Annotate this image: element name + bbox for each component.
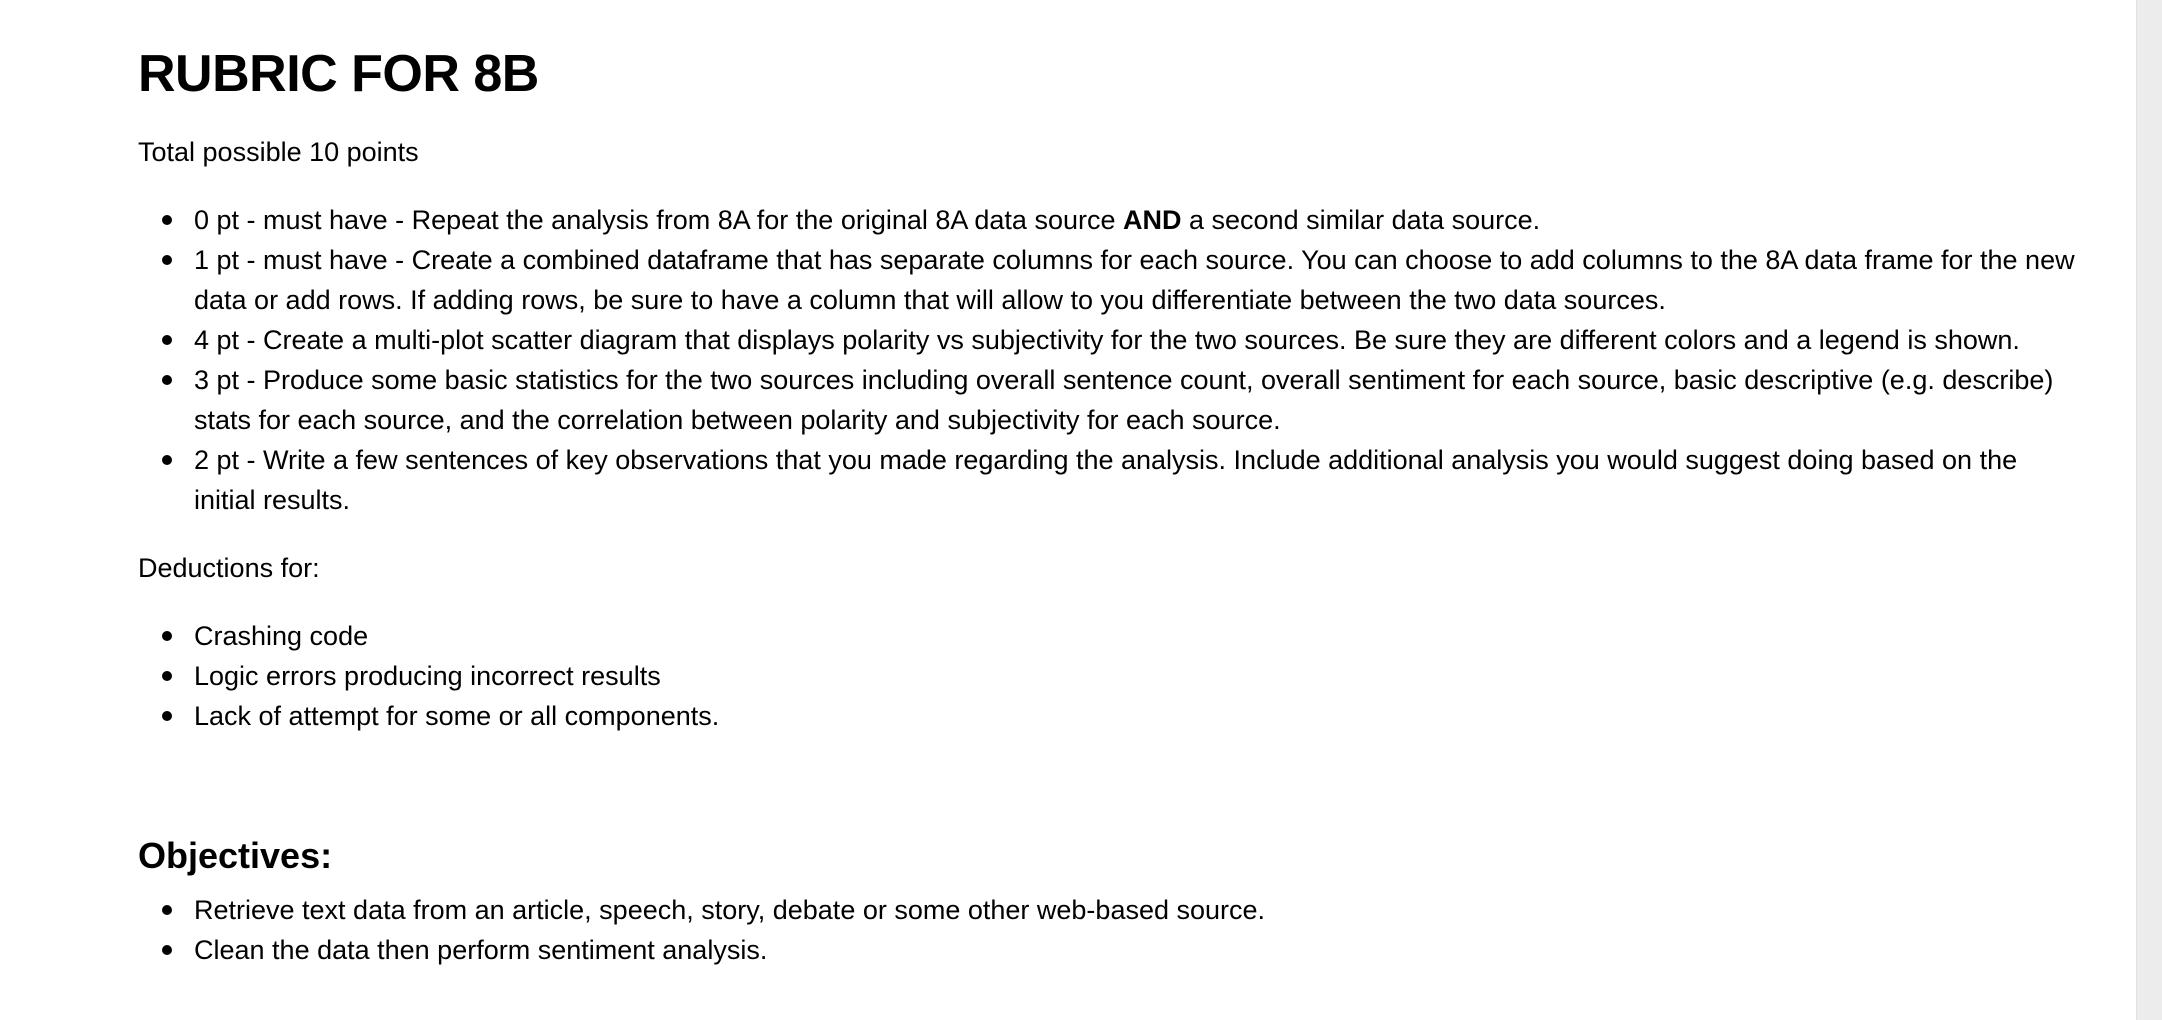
objectives-list <box>138 890 2078 970</box>
bullet-icon <box>162 215 172 225</box>
bullet-icon <box>162 671 172 681</box>
bullet-icon <box>162 255 172 265</box>
objective-item <box>138 890 2078 930</box>
bullet-icon <box>162 945 172 955</box>
deduction-item-text: Lack of attempt for some or all components. <box>194 701 720 731</box>
rubric-item-3 <box>138 360 2078 440</box>
deduction-item-text: Logic errors producing incorrect results <box>194 661 661 691</box>
bullet-icon <box>162 905 172 915</box>
total-points-text: Total possible 10 points <box>138 137 419 167</box>
document-body <box>138 0 2078 970</box>
bullet-icon <box>162 375 172 385</box>
bullet-icon <box>162 631 172 641</box>
rubric-item-0-bold: AND <box>1123 205 1182 235</box>
rubric-item-4-text: 2 pt - Write a few sentences of key observations that you made regarding the analysis. Include additional analysis you would suggest doing based on the initial results. <box>194 445 2018 515</box>
bullet-icon <box>162 335 172 345</box>
deductions-list <box>138 616 2078 736</box>
objective-item-text: Retrieve text data from an article, speech, story, debate or some other web-based source. <box>194 895 1266 925</box>
rubric-item-1 <box>138 240 2078 320</box>
objectives-heading: Objectives: <box>138 835 333 876</box>
rubric-item-0-text: 0 pt - must have - Repeat the analysis from 8A for the original 8A data source <box>194 205 1123 235</box>
bullet-icon <box>162 711 172 721</box>
rubric-item-0-text-end: a second similar data source. <box>1181 205 1541 235</box>
rubric-list <box>138 200 2078 520</box>
deduction-item-text: Crashing code <box>194 621 369 651</box>
rubric-item-4 <box>138 440 2078 520</box>
deduction-item <box>138 656 2078 696</box>
bullet-icon <box>162 455 172 465</box>
rubric-item-1-text: 1 pt - must have - Create a combined dataframe that has separate columns for each source. You can choose to add columns to the 8A data frame for the new data or add rows. If adding rows, be sure to have a column that will allow to you differentiate between the two data sources. <box>194 245 2075 315</box>
objective-item-text: Clean the data then perform sentiment analysis. <box>194 935 768 965</box>
rubric-item-3-text: 3 pt - Produce some basic statistics for the two sources including overall sentence count, overall sentiment for each source, basic descriptive (e.g. describe) stats for each source, and the correlation between polarity and subjectivity for each source. <box>194 365 2054 435</box>
deduction-item <box>138 696 2078 736</box>
rubric-item-2 <box>138 320 2078 360</box>
objective-item <box>138 930 2078 970</box>
deduction-item <box>138 616 2078 656</box>
vertical-scrollbar[interactable] <box>2136 0 2162 1020</box>
page-title: RUBRIC FOR 8B <box>138 45 539 103</box>
rubric-item-2-text: 4 pt - Create a multi-plot scatter diagram that displays polarity vs subjectivity for the two sources. Be sure they are different colors and a legend is shown. <box>194 325 2020 355</box>
deductions-label: Deductions for: <box>138 553 320 583</box>
rubric-item-0 <box>138 200 2078 240</box>
